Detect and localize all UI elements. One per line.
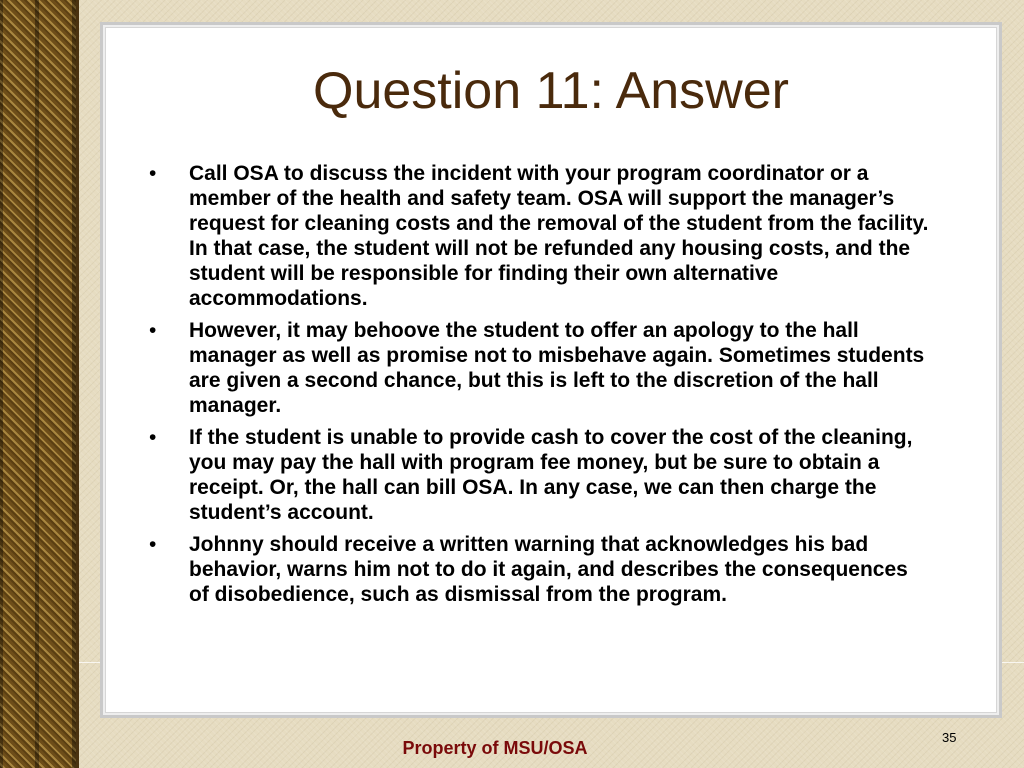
left-strip-edge [76, 0, 79, 768]
slide-title: Question 11: Answer [313, 62, 789, 120]
bullet-dot-icon: • [149, 162, 157, 185]
bullet-item [143, 161, 933, 311]
bullet-text: If the student is unable to provide cash to cover the cost of the cleaning, you may pay the hall with program fee money, but be sure to obtain a receipt. Or, the hall can bill OSA. In any case, we can then charge the student’s account. [189, 426, 913, 524]
footer-text: Property of MSU/OSA [402, 738, 588, 758]
bullet-dot-icon: • [149, 426, 157, 449]
bullet-item [143, 425, 933, 525]
bullet-text: Call OSA to discuss the incident with your program coordinator or a member of the health and safety team. OSA will support the manager’s request for cleaning costs and the removal of the student from the facility. In that case, the student will not be refunded any housing costs, and the student will be responsible for finding their own alternative accommodations. [189, 162, 929, 310]
bullet-item [143, 532, 933, 607]
bullet-text: Johnny should receive a written warning that acknowledges his bad behavior, warns him not to do it again, and describes the consequences of disobedience, such as dismissal from the program. [189, 533, 908, 606]
bullet-item [143, 318, 933, 418]
bullet-dot-icon: • [149, 533, 157, 556]
bullet-text: However, it may behoove the student to offer an apology to the hall manager as well as promise not to misbehave again. Sometimes students are given a second chance, but this is left to the discretion of the hall manager. [189, 319, 925, 417]
decorative-left-strip [0, 0, 76, 768]
slide-content-panel [100, 22, 1002, 718]
bullet-list [143, 161, 933, 614]
slide-number: 35 [942, 730, 957, 745]
bullet-dot-icon: • [149, 319, 157, 342]
